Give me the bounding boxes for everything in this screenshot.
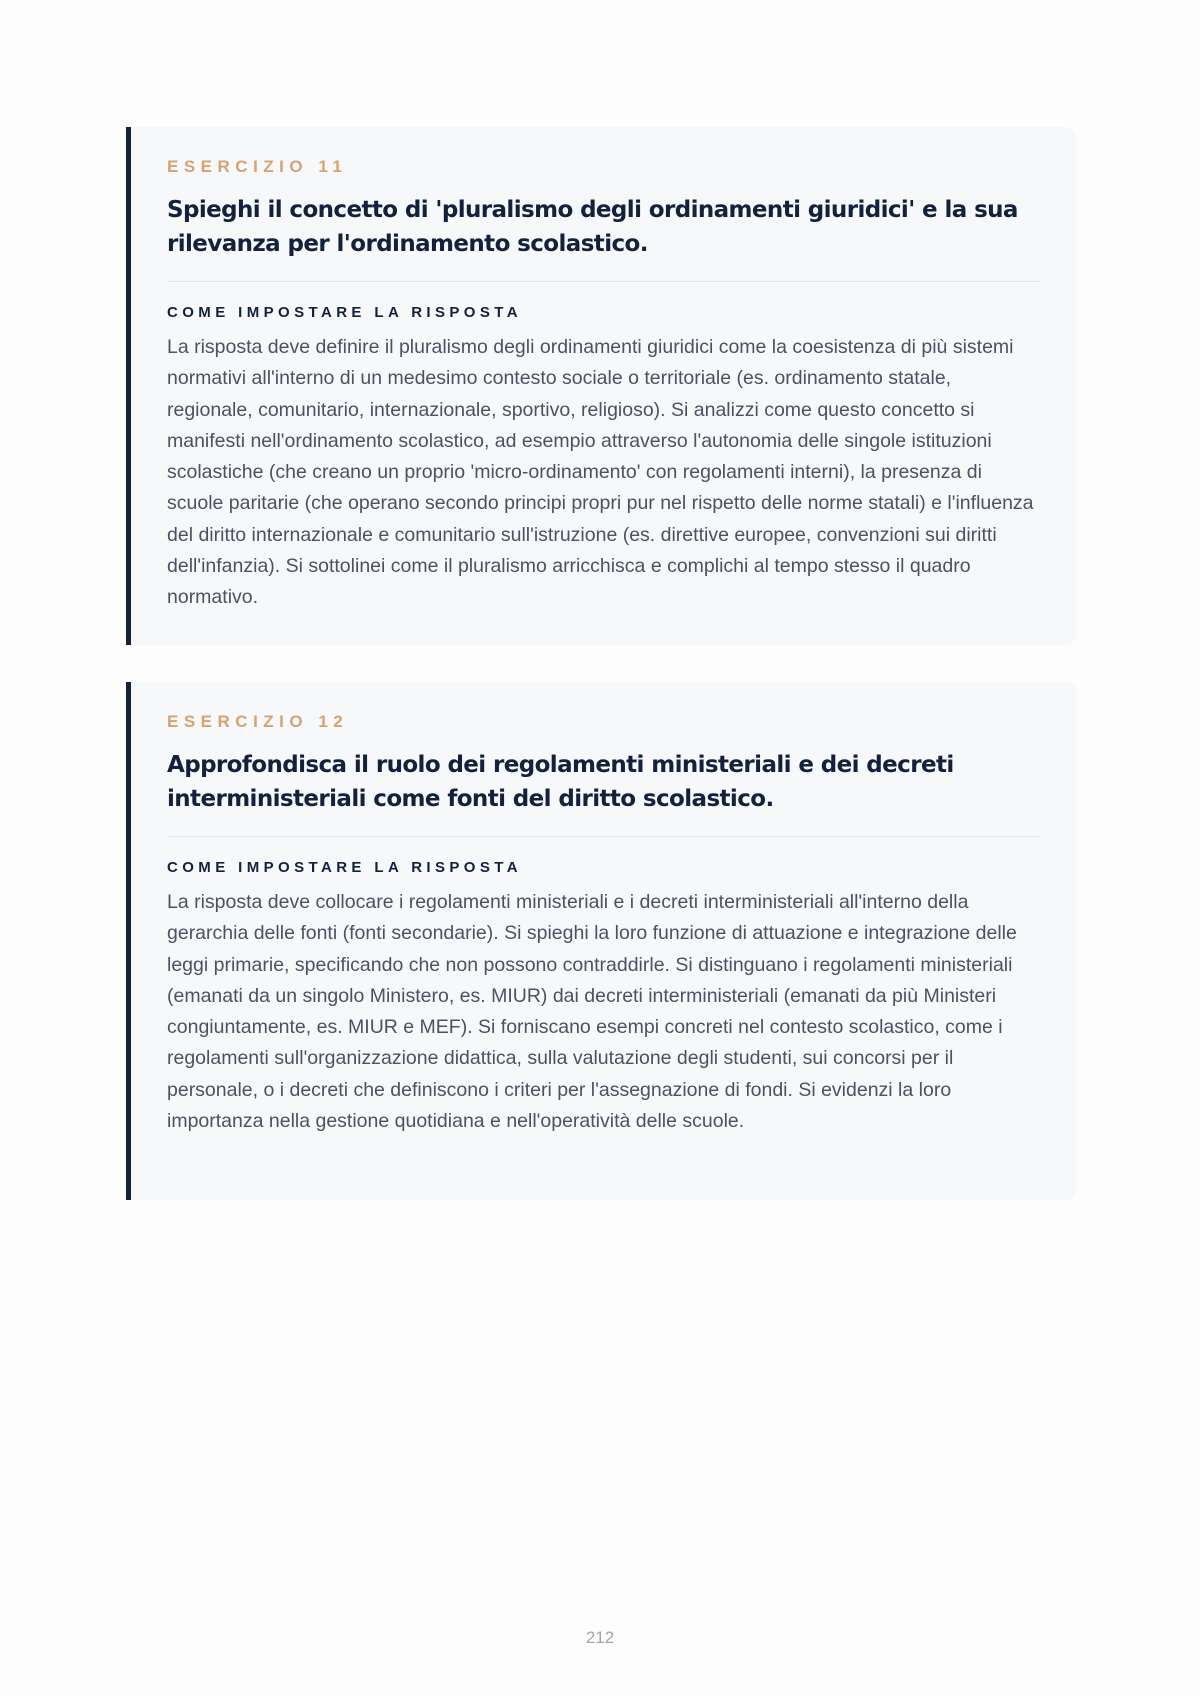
exercise-number: ESERCIZIO 12	[167, 712, 349, 731]
section-label: COME IMPOSTARE LA RISPOSTA	[167, 304, 522, 321]
exercise-card	[126, 682, 1076, 1200]
page-number: 212	[585, 1628, 615, 1647]
exercise-question: Spieghi il concetto di 'pluralismo degli ordinamenti giuridici' e la sua rilevanza per l'ordinamento scolastico.	[167, 197, 1018, 257]
exercise-card	[126, 127, 1076, 645]
section-label: COME IMPOSTARE LA RISPOSTA	[167, 859, 522, 876]
divider	[167, 836, 1040, 837]
answer-text: La risposta deve collocare i regolamenti ministeriali e i decreti interministeriali all'interno della gerarchia delle fonti (fonti secondarie). Si spieghi la loro funzione di attuazione e integrazione delle leggi primarie, specificando che non possono contraddirle. Si distinguano i regolamenti ministeriali (emanati da un singolo Ministero, es. MIUR) dai decreti interministeriali (emanati da più Ministeri congiuntamente, es. MIUR e MEF). Si forniscano esempi concreti nel contesto scolastico, come i regolamenti sull'organizzazione didattica, sulla valutazione degli studenti, sui concorsi per il personale, o i decreti che definiscono i criteri per l'assegnazione di fondi. Si evidenzi la loro importanza nella gestione quotidiana e nell'operatività delle scuole.	[167, 891, 1017, 1133]
answer-text: La risposta deve definire il pluralismo degli ordinamenti giuridici come la coesistenza di più sistemi normativi all'interno di un medesimo contesto sociale o territoriale (es. ordinamento statale, regionale, comunitario, internazionale, sportivo, religioso). Si analizzi come questo concetto si manifesti nell'ordinamento scolastico, ad esempio attraverso l'autonomia delle singole istituzioni scolastiche (che creano un proprio 'micro-ordinamento' con regolamenti interni), la presenza di scuole paritarie (che operano secondo principi propri pur nel rispetto delle norme statali) e l'influenza del diritto internazionale e comunitario sull'istruzione (es. direttive europee, convenzioni sui diritti dell'infanzia). Si sottolinei come il pluralismo arricchisca e complichi al tempo stesso il quadro normativo.	[167, 336, 1034, 609]
exercise-number: ESERCIZIO 11	[167, 157, 348, 176]
divider	[167, 281, 1040, 282]
exercise-question: Approfondisca il ruolo dei regolamenti ministeriali e dei decreti interministeriali come fonti del diritto scolastico.	[167, 752, 954, 812]
